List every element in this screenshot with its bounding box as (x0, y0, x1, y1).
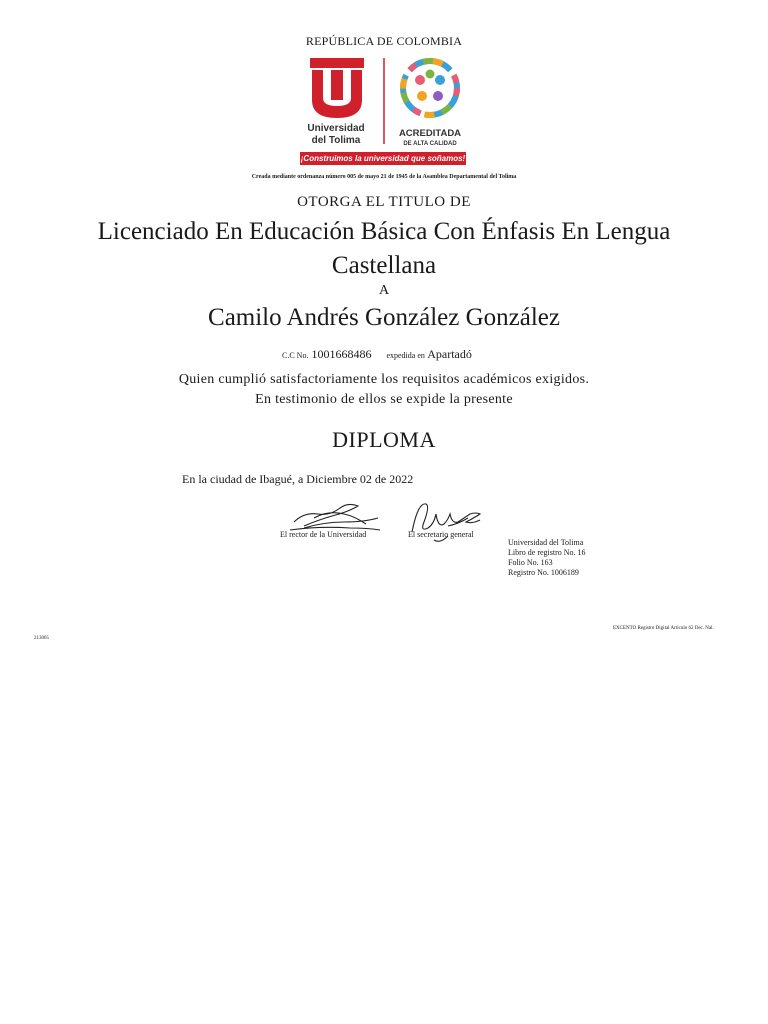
logo-accredited-line2: DE ALTA CALIDAD (403, 141, 457, 147)
secretary-label: El secretario general (408, 530, 474, 539)
diploma-heading: DIPLOMA (332, 427, 436, 452)
issued-place: Apartadó (427, 347, 472, 361)
logo-university-line2: del Tolima (311, 135, 361, 146)
exempt-note: EXCENTO Registro Digital Articulo 62 Dec. Nal. (613, 626, 714, 631)
rector-label: El rector de la Universidad (280, 530, 367, 539)
id-number: 1001668486 (311, 347, 372, 361)
to-label: A (378, 283, 390, 298)
city-date: En la ciudad de Ibagué, a Diciembre 02 de 2022 (182, 472, 414, 486)
registry-block (508, 538, 586, 578)
id-prefix: C.C No. (282, 351, 309, 360)
registry-university: Universidad del Tolima (508, 538, 584, 547)
id-line (282, 347, 472, 362)
grants-title-heading: OTORGA EL TITULO DE (297, 194, 471, 210)
requirement-line-2: En testimonio de ellos se expide la presente (255, 392, 513, 407)
issued-prefix: expedida en (386, 351, 425, 360)
registry-record: Registro No. 1006189 (508, 568, 579, 577)
degree-title: Licenciado En Educación Básica Con Énfasis En Lengua Castellana (97, 218, 671, 279)
slogan-bar: ¡Construimos la universidad que soñamos! (300, 154, 466, 163)
secretary-signature-icon (404, 496, 494, 548)
creation-note: Creada mediante ordenanza número 005 de mayo 21 de 1945 de la Asamblea Departamental del Tolima (251, 174, 517, 180)
recipient-name: Camilo Andrés González González (208, 304, 560, 331)
logo-accredited-line1: ACREDITADA (398, 128, 462, 139)
document-code: 213005 (34, 636, 49, 641)
registry-folio: Folio No. 163 (508, 558, 553, 567)
requirement-line-1: Quien cumplió satisfactoriamente los requisitos académicos exigidos. (178, 372, 590, 387)
republic-heading: REPÚBLICA DE COLOMBIA (305, 34, 463, 48)
logo-university-line1: Universidad (307, 123, 365, 134)
accreditation-seal-icon (403, 61, 457, 115)
ut-emblem-icon (310, 58, 364, 118)
registry-book: Libro de registro No. 16 (508, 548, 586, 557)
